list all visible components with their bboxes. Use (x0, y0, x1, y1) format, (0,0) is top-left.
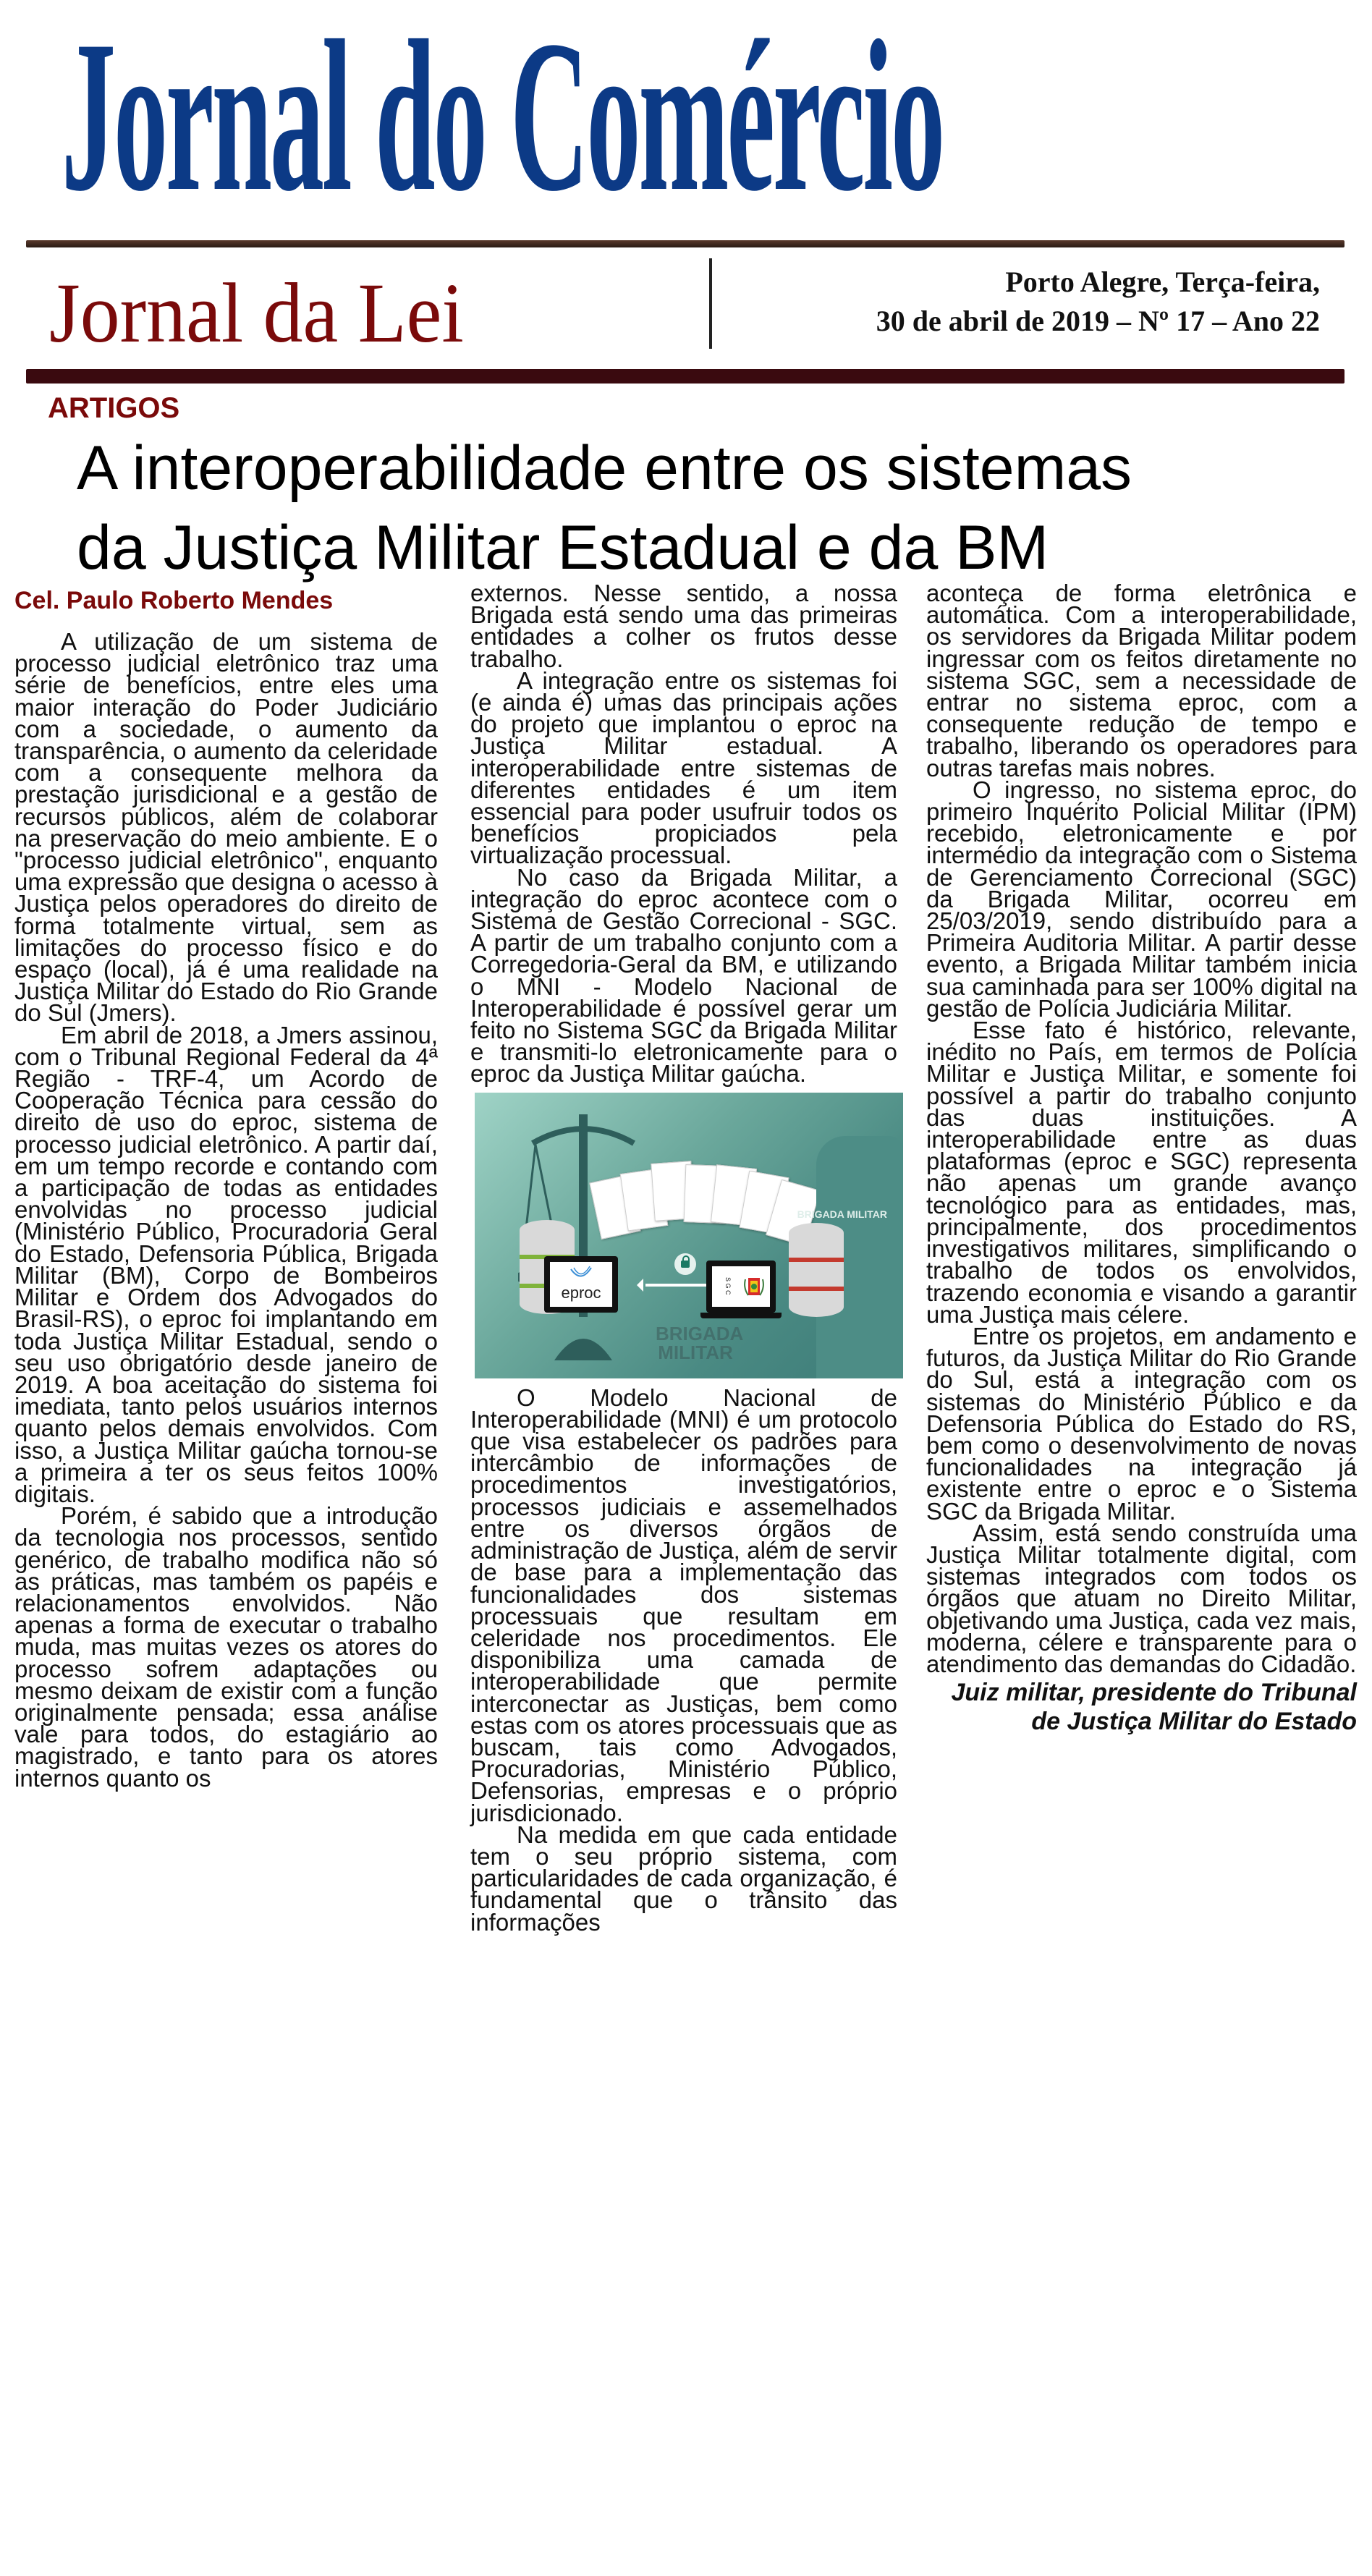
article-illustration (475, 1093, 903, 1378)
monitor-icon-eproc (544, 1256, 618, 1313)
supplement-title: Jornal da Lei (49, 266, 464, 360)
dateline-date-issue: 30 de abril de 2019 – Nº 17 – Ano 22 (876, 305, 1320, 337)
coat-of-arms-icon (743, 1272, 765, 1301)
newspaper-title: Jornal do Comércio (62, 0, 944, 236)
dateline-place-day: Porto Alegre, Terça-feira, (1005, 266, 1320, 298)
officer-vest-label: BRIGADA MILITAR (797, 1208, 887, 1220)
sgc-label: S G C (724, 1277, 732, 1295)
masthead (0, 0, 1372, 239)
eproc-label: eproc (561, 1283, 601, 1302)
eproc-logo-icon (568, 1265, 594, 1282)
paragraph: externos. Nesse sentido, a nossa Brigada está sendo uma das primeiras entidades a colher os frutos desse trabalho. (470, 580, 897, 672)
paragraph: aconteça de forma eletrônica e automática. Com a interoperabilidade, os servidores da Brigada Militar podem ingressar com os feitos diretamente no sistema SGC, sem a necessidade de entrar no sistema eproc, com a consequente redução de tempo e trabalho, liberando os operadores para outras tarefas mais nobres. (926, 580, 1357, 781)
article-headline (77, 428, 1350, 588)
lock-icon (674, 1253, 696, 1275)
headline-line-1: A interoperabilidade entre os sistemas (77, 433, 1132, 503)
laptop-base (700, 1313, 782, 1318)
paragraph: Esse fato é histórico, relevante, inédito no País, em termos de Polícia Militar e Justiça Militar, e somente foi possível a partir do trabalho conjunto das duas instituições. A interoperabilidade entre as duas plataformas (eproc e SGC) representa não apenas um grande avanço tecnológico para as entidades, mas, principalmente, dos procedimentos investigativos militares, simplificando o trabalho de todos os envolvidos, trazendo economia e visando a garantir uma Justiça mais célere. (926, 1017, 1357, 1328)
supplement-divider (709, 258, 712, 349)
author-byline: Cel. Paulo Roberto Mendes (14, 587, 334, 614)
paragraph: Entre os projetos, em andamento e futuros, da Justiça Militar do Rio Grande do Sul, está a integração com os sistemas do Ministério Público e da Defensoria Pública do Estado do RS, bem como o desenvolvimento de novas funcionalidades na integração já existente entre o eproc e o Sistema SGC da Brigada Militar. (926, 1322, 1357, 1525)
supplement-band (22, 250, 1346, 373)
brigada-militar-watermark: BRIGADA MILITAR (656, 1322, 744, 1363)
paragraph: Em abril de 2018, a Jmers assinou, com o Tribunal Regional Federal da 4ª Região - TRF-4, um Acordo de Cooperação Técnica para cessão do direito de uso do eproc, sistema de processo judicial eletrônico. A partir daí, em um tempo recorde e contando com a participação de todas as entidades envolvidas no processo judicial (Ministério Público, Procuradoria Geral do Estado, Defensoria Pública, Brigada Militar (BM), Corpo de Bombeiros Militar e Ordem dos Advogados do Brasil-RS), o eproc foi implantando em toda Justiça Militar Estadual, sendo o seu uso obrigatório desde janeiro de 2019. A boa aceitação do sistema foi imediata, tanto pelos usuários internos quanto pelos demais envolvidos. Com isso, a Justiça Militar gaúcha tornou-se a primeira a ter os seus feitos 100% digitais. (14, 1021, 438, 1507)
author-signature: Juiz militar, presidente do Tribunal de Justiça Militar do Estado (951, 1679, 1357, 1736)
database-icon-sgc (789, 1223, 844, 1317)
paragraph: Assim, está sendo construída uma Justiça Militar totalmente digital, com sistemas integrados com todos os órgãos que atuam no Direito Militar, objetivando uma Justiça, cada vez mais, moderna, célere e transparente para o atendimento das demandas do Cidadão. (926, 1519, 1357, 1677)
article-column-2 (470, 580, 897, 1936)
section-label: ARTIGOS (48, 392, 180, 424)
paragraph: Na medida em que cada entidade tem o seu próprio sistema, com particularidades de cada organização, é fundamental que o trânsito das informações (470, 1821, 897, 1936)
headline-line-2: da Justiça Militar Estadual e da BM (77, 513, 1049, 582)
article-column-3 (926, 582, 1357, 1736)
paragraph: A utilização de um sistema de processo judicial eletrônico traz uma série de benefícios, entre eles uma maior interação do Poder Judiciário com a sociedade, o aumento da transparência, o aumento da celeridade com a consequente melhora da prestação jurisdicional e a gestão de recursos públicos, além de colaborar na preservação do meio ambiente. E o "processo judicial eletrônico", enquanto uma expressão que designa o acesso à Justiça pelos operadores do direito de forma totalmente virtual, sem as limitações do processo físico e do espaço (local), já é uma realidade na Justiça Militar do Estado do Rio Grande do Sul (Jmers). (14, 628, 438, 1027)
paragraph: Porém, é sabido que a introdução da tecnologia nos processos, sentido genérico, de trabalho modifica não só as práticas, mas também os papéis e relacionamentos envolvidos. Não apenas a forma de executar o trabalho muda, mas muitas vezes os atores do processo sofrem adaptações ou mesmo deixam de existir com a função originalmente pensada; essa análise vale para todos, do estagiário ao magistrado, e tanto para os atores internos quanto os (14, 1502, 438, 1792)
paragraph: O Modelo Nacional de Interoperabilidade (MNI) é um protocolo que visa estabelecer os padrões para intercâmbio de informações de procedimentos investigatórios, processos judiciais e assemelhados entre os diversos órgãos de administração de Justiça, além de servir de base para a implementação das funcionalidades dos sistemas processuais que resultam em celeridade nos procedimentos. Ele disponibiliza uma camada de interoperabilidade que permite interconectar as Justiças, bem como estas com os atores processuais que as buscam, tais como Advogados, Procuradorias, Ministério Público, Defensorias, empresas e o próprio jurisdicionado. (470, 1384, 897, 1826)
article-column-1 (14, 586, 438, 1792)
paragraph: A integração entre os sistemas foi (e ainda é) umas das principais ações do projeto que implantou o eproc na Justiça Militar estadual. A interoperabilidade entre sistemas de diferentes entidades é um item essencial para poder usufruir todos os benefícios propiciados pela virtualização processual. (470, 666, 897, 869)
paragraph: No caso da Brigada Militar, a integração do eproc acontece com o Sistema de Gestão Correcional - SGC. A partir de um trabalho conjunto com a Corregedoria-Geral da BM, e utilizando o MNI - Modelo Nacional de Interoperabilidade é possível gerar um feito no Sistema SGC da Brigada Militar e transmiti-lo eletronicamente para o eproc da Justiça Militar gaúcha. (470, 863, 897, 1088)
dateline (876, 263, 1320, 341)
laptop-icon-sgc (706, 1261, 776, 1313)
masthead-rule-bottom (26, 369, 1345, 384)
paragraph: O ingresso, no sistema eproc, do primeiro Inquérito Policial Militar (IPM) recebido, eletronicamente e por intermédio da integração com o Sistema de Gerenciamento Correcional (SGC) da Brigada Militar, ocorreu em 25/03/2019, sendo distribuído para a Primeira Auditoria Militar. A partir desse evento, a Brigada Militar também inicia sua caminhada para ser 100% digital na gestão de Polícia Judiciária Militar. (926, 776, 1357, 1022)
masthead-rule-top (26, 240, 1345, 247)
